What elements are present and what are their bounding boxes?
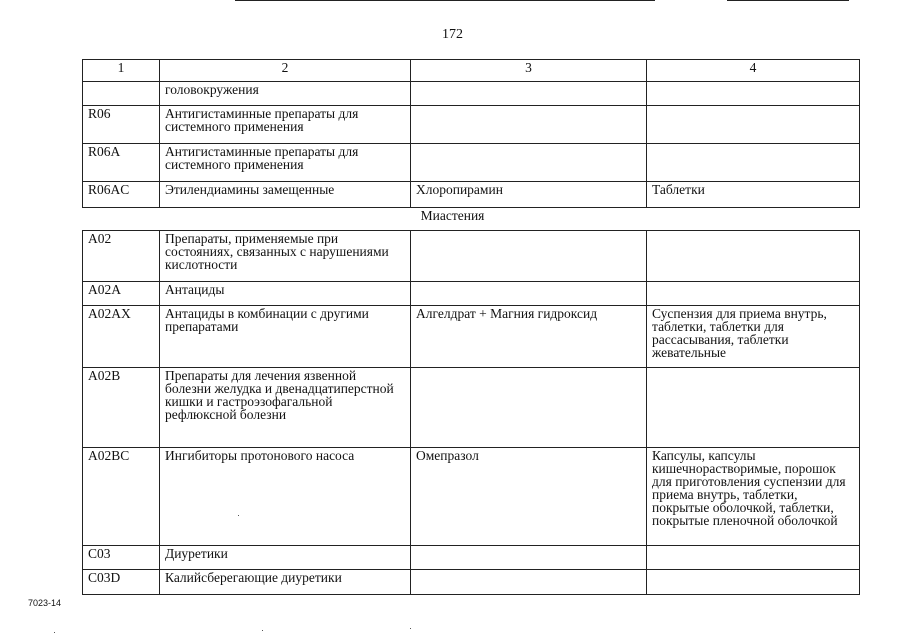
dosage-form-cell [647, 282, 860, 306]
column-number-4: 4 [647, 60, 860, 82]
substance-cell: Хлоропирамин [411, 182, 647, 208]
document-code: 7023-14 [28, 598, 62, 608]
dosage-form-cell: Капсулы, капсулы кишечнорастворимые, порошок для приготовления суспензии для приема внутрь, таблетки, покрытые оболочкой, таблетки, покрытые пленочной оболочкой [647, 448, 860, 546]
table-row [83, 144, 860, 182]
table-row [83, 306, 860, 368]
atc-code-cell: A02B [83, 368, 160, 448]
dosage-form-cell [647, 144, 860, 182]
substance-cell [411, 231, 647, 282]
dosage-form-cell [647, 368, 860, 448]
atc-code-cell: C03 [83, 546, 160, 570]
atc-table-bottom [82, 230, 860, 595]
atc-code-cell: A02BC [83, 448, 160, 546]
atc-code-cell [83, 82, 160, 106]
group-name-cell: Антациды [160, 282, 411, 306]
column-number-3: 3 [411, 60, 647, 82]
substance-cell: Омепразол [411, 448, 647, 546]
table-row [83, 82, 860, 106]
scan-speck [54, 632, 55, 633]
group-name-cell: Антигистаминные препараты для системного применения [160, 144, 411, 182]
table-row [83, 231, 860, 282]
table-row [83, 182, 860, 208]
substance-cell [411, 546, 647, 570]
page-number: 172 [442, 27, 463, 42]
dosage-form-cell [647, 570, 860, 595]
atc-code-cell: R06A [83, 144, 160, 182]
substance-cell [411, 368, 647, 448]
group-name-cell: Диуретики [160, 546, 411, 570]
table-row [83, 546, 860, 570]
substance-cell [411, 282, 647, 306]
dosage-form-cell [647, 82, 860, 106]
substance-cell [411, 570, 647, 595]
substance-cell [411, 144, 647, 182]
table-row [83, 368, 860, 448]
group-name-cell: Калийсберегающие диуретики [160, 570, 411, 595]
dosage-form-cell [647, 231, 860, 282]
table-row [83, 282, 860, 306]
scan-speck [262, 630, 263, 631]
table-row [83, 570, 860, 595]
column-number-row [83, 60, 860, 82]
atc-code-cell: A02AX [83, 306, 160, 368]
atc-code-cell: C03D [83, 570, 160, 595]
atc-table-top [82, 59, 860, 208]
table-row [83, 106, 860, 144]
scan-speck [410, 628, 411, 629]
substance-cell [411, 82, 647, 106]
column-number-2: 2 [160, 60, 411, 82]
group-name-cell: Антигистаминные препараты для системного применения [160, 106, 411, 144]
group-name-cell: головокружения [160, 82, 411, 106]
top-border-line-right [727, 0, 849, 1]
dosage-form-cell [647, 546, 860, 570]
dosage-form-cell: Суспензия для приема внутрь, таблетки, таблетки для рассасывания, таблетки жевательные [647, 306, 860, 368]
group-name-cell: Этилендиамины замещенные [160, 182, 411, 208]
atc-code-cell: R06 [83, 106, 160, 144]
atc-code-cell: R06AC [83, 182, 160, 208]
group-name-cell: Препараты, применяемые при состояниях, связанных с нарушениями кислотности [160, 231, 411, 282]
substance-cell [411, 106, 647, 144]
table-row [83, 448, 860, 546]
section-heading: Миастения [420, 208, 485, 223]
atc-code-cell: A02 [83, 231, 160, 282]
substance-cell: Алгелдрат + Магния гидроксид [411, 306, 647, 368]
dosage-form-cell [647, 106, 860, 144]
group-name-cell: Антациды в комбинации с другими препаратами [160, 306, 411, 368]
group-name-cell: Ингибиторы протонового насоса [160, 448, 411, 546]
atc-code-cell: A02A [83, 282, 160, 306]
column-number-1: 1 [83, 60, 160, 82]
group-name-cell: Препараты для лечения язвенной болезни желудка и двенадцатиперстной кишки и гастроэзофагальной рефлюксной болезни [160, 368, 411, 448]
top-border-line-left [235, 0, 655, 1]
scan-speck [238, 515, 239, 516]
dosage-form-cell: Таблетки [647, 182, 860, 208]
